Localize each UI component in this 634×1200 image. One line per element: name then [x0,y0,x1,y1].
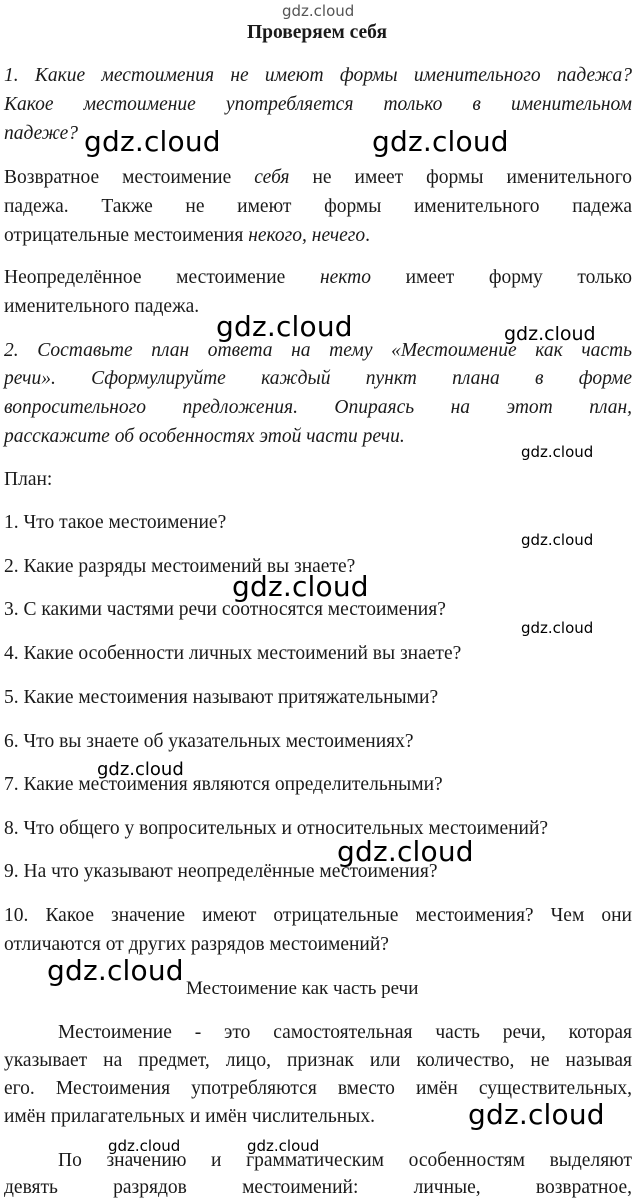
plan-item: 9. На что указывают неопределённые местоимения? [4,861,438,882]
essay-p1-line-2: указывает на предмет, лицо, признак или количество, не называя [4,1050,632,1071]
watermark: gdz.cloud [247,1137,320,1155]
plan-item-10-line-1: 10. Какое значение имеют отрицательные местоимения? Чем они [4,905,632,926]
answer-1-p1-line-1 [4,166,632,190]
plan-item: 3. С какими частями речи соотносятся местоимения? [4,599,446,620]
watermark: gdz.cloud [216,310,353,343]
answer-1-word-sebya: себя [254,167,290,188]
plan-item: 7. Какие местоимения являются определительными? [4,774,443,795]
answer-1-words-negative: некого, нечего [248,225,366,246]
plan-item-10-line-2: отличаются от других разрядов местоимений? [4,934,389,955]
essay-p1-line-1: Местоимение - это самостоятельная часть речи, которая [58,1022,632,1043]
watermark: gdz.cloud [372,125,509,158]
answer-1-text: отрицательные местоимения [4,225,244,246]
watermark: gdz.cloud [521,619,594,637]
plan-item: 1. Что такое местоимение? [4,512,227,533]
question-2-line-2: речи». Сформулируйте каждый пункт плана в форме [4,368,632,389]
question-1-line-2: Какое местоимение употребляется только в именительном [4,94,632,115]
watermark: gdz.cloud [504,323,596,345]
answer-1-text: . [365,225,371,246]
plan-item: 5. Какие местоимения называют притяжательными? [4,687,439,708]
question-2-line-4: расскажите об особенностях этой части речи. [4,426,405,447]
essay-p2-line-2: девять разрядов местоимений: личные, возвратное, [4,1177,632,1198]
question-1-line-3: падеже? [4,123,79,144]
page-title: Проверяем себя [246,22,388,43]
watermark: gdz.cloud [84,125,221,158]
plan-item: 6. Что вы знаете об указательных местоимениях? [4,731,414,752]
answer-1-p2-line-1 [4,266,632,290]
watermark: gdz.cloud [108,1137,181,1155]
plan-item: 8. Что общего у вопросительных и относительных местоимений? [4,818,549,839]
essay-p2-line-1: По значению и грамматическим особенностям выделяют [58,1150,632,1171]
question-2-line-1: 2. Составьте план ответа на тему «Местоимение как часть [4,340,632,361]
question-1-line-1: 1. Какие местоимения не имеют формы именительного падежа? [4,65,632,86]
question-2-line-3: вопросительного предложения. Опираясь на этот план, [4,397,632,418]
plan-heading: План: [4,469,53,490]
answer-1-text: Неопределённое местоимение [4,267,286,288]
watermark: gdz.cloud [337,835,474,868]
watermark: gdz.cloud [232,570,369,603]
watermark: gdz.cloud [97,759,184,780]
watermark: gdz.cloud [521,531,594,549]
watermark: gdz.cloud [47,954,184,987]
essay-title: Местоимение как часть речи [186,978,419,999]
answer-1-word-nekto: некто [319,267,371,288]
answer-1-p1-line-2: падежа. Также не имеют формы именительного падежа [4,196,632,217]
watermark: gdz.cloud [468,1098,605,1131]
plan-item: 2. Какие разряды местоимений вы знаете? [4,556,356,577]
answer-1-text: Возвратное местоимение [4,167,232,188]
plan-item: 4. Какие особенности личных местоимений вы знаете? [4,643,462,664]
essay-p1-line-4: имён прилагательных и имён числительных. [4,1106,375,1127]
watermark: gdz.cloud [521,443,594,461]
essay-p1-line-3: его. Местоимения употребляются вместо имён существительных, [4,1078,632,1099]
answer-1-text: не имеет формы именительного [312,167,632,188]
answer-1-text: имеет форму только [405,267,633,288]
answer-1-p2-line-2: именительного падежа. [4,296,200,317]
answer-1-p1-line-3 [4,224,370,248]
watermark-top: gdz.cloud [282,2,355,20]
